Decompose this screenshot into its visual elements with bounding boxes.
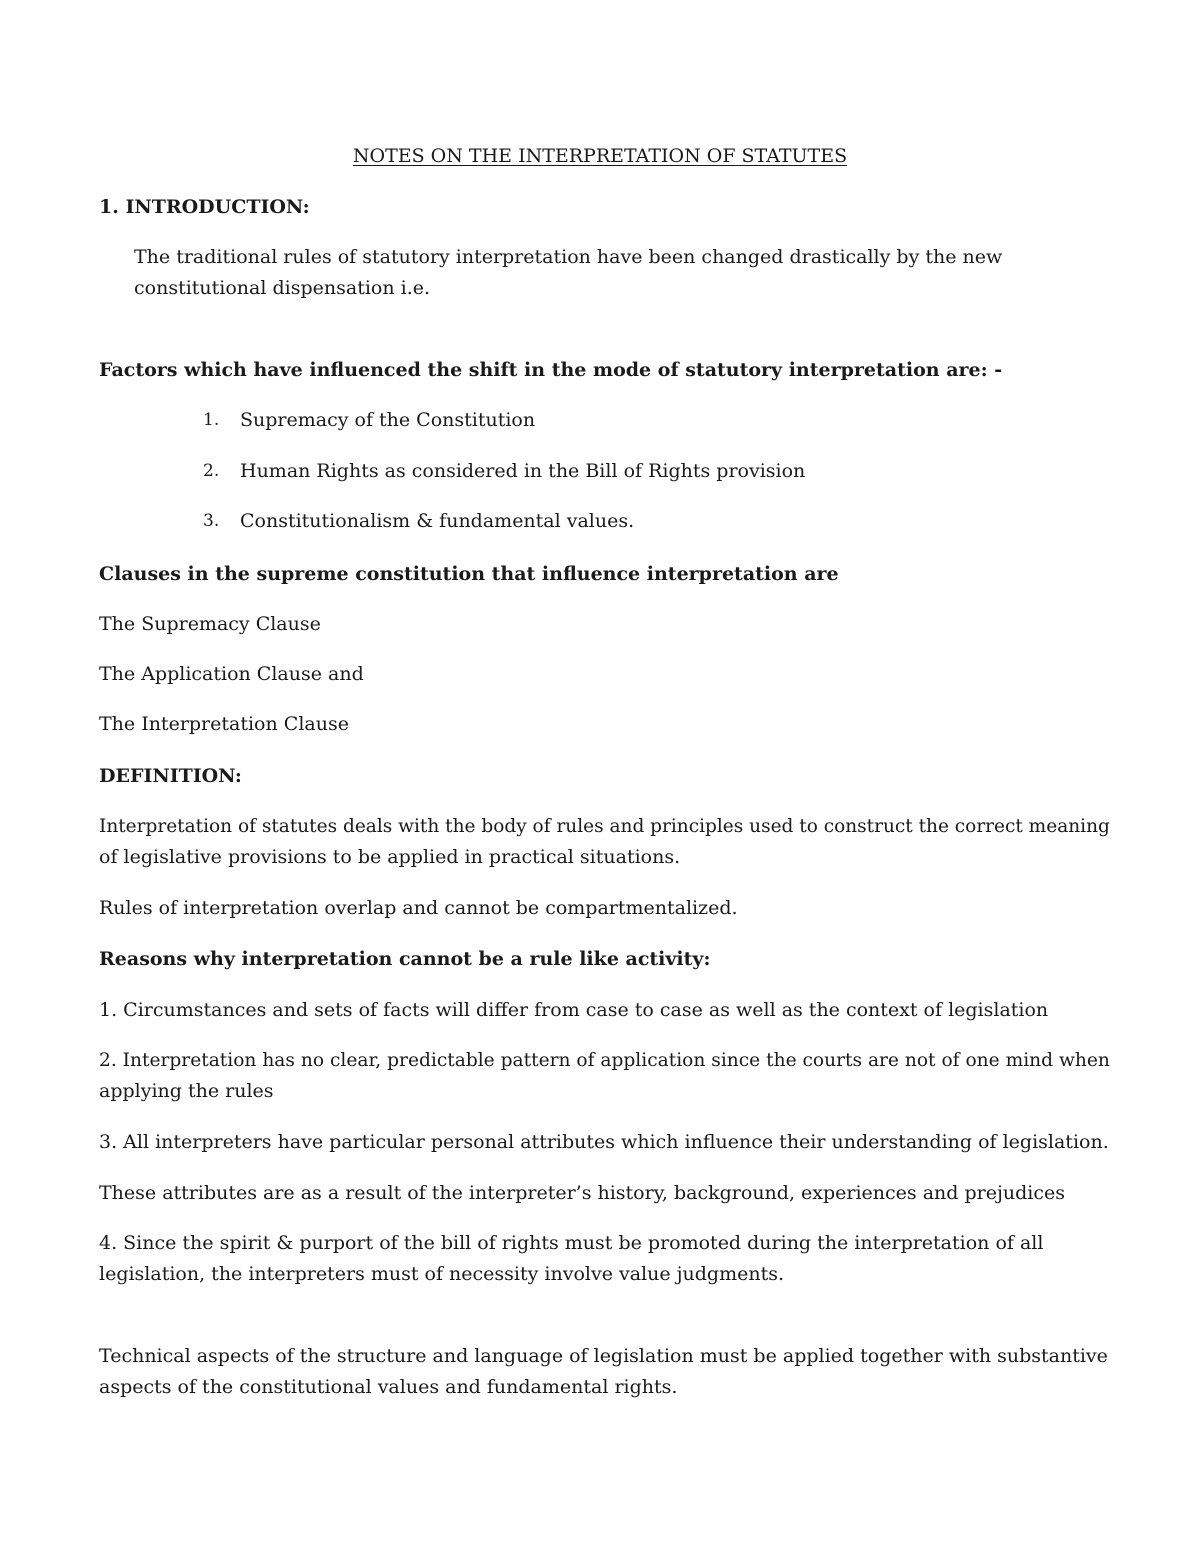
reason-3-continued: These attributes are as a result of the interpreter’s history, background, experiences and prejudices (99, 1182, 1065, 1204)
clause-application: The Application Clause and (99, 663, 364, 685)
definition-text-line-1: Interpretation of statutes deals with the body of rules and principles used to construct the correct meaning (99, 816, 1110, 837)
list-item-text: Supremacy of the Constitution (240, 409, 536, 431)
list-item-number: 2. (203, 461, 220, 481)
reason-4-line-2: legislation, the interpreters must of necessity involve value judgments. (99, 1263, 785, 1285)
reasons-heading: Reasons why interpretation cannot be a rule like activity: (99, 948, 711, 970)
clause-supremacy: The Supremacy Clause (99, 613, 321, 635)
reason-3: 3. All interpreters have particular personal attributes which influence their understanding of legislation. (99, 1131, 1109, 1153)
intro-text-line-2: constitutional dispensation i.e. (134, 277, 431, 299)
overlap-text: Rules of interpretation overlap and cannot be compartmentalized. (99, 897, 738, 919)
definition-heading: DEFINITION: (99, 765, 242, 787)
technical-text-line-2: aspects of the constitutional values and fundamental rights. (99, 1376, 678, 1398)
list-item-text: Human Rights as considered in the Bill of Rights provision (240, 460, 806, 482)
reason-1: 1. Circumstances and sets of facts will differ from case to case as well as the context of legislation (99, 999, 1049, 1021)
reason-2-line-2: applying the rules (99, 1080, 274, 1102)
definition-text-line-2: of legislative provisions to be applied in practical situations. (99, 846, 681, 868)
clause-interpretation: The Interpretation Clause (99, 713, 349, 735)
list-item-number: 3. (203, 511, 220, 531)
technical-text-line-1: Technical aspects of the structure and language of legislation must be applied together with substantive (99, 1345, 1108, 1367)
reason-4-line-1: 4. Since the spirit & purport of the bill of rights must be promoted during the interpretation of all (99, 1232, 1044, 1254)
factors-heading: Factors which have influenced the shift in the mode of statutory interpretation are: - (99, 359, 1003, 381)
reason-2-line-1: 2. Interpretation has no clear, predictable pattern of application since the courts are not of one mind when (99, 1050, 1110, 1071)
clauses-heading: Clauses in the supreme constitution that influence interpretation are (99, 563, 839, 585)
list-item-text: Constitutionalism & fundamental values. (240, 510, 635, 532)
page-title: NOTES ON THE INTERPRETATION OF STATUTES (352, 145, 848, 167)
intro-heading: 1. INTRODUCTION: (99, 196, 310, 218)
list-item-number: 1. (203, 410, 220, 430)
intro-text-line-1: The traditional rules of statutory interpretation have been changed drastically by the new (134, 246, 1003, 268)
